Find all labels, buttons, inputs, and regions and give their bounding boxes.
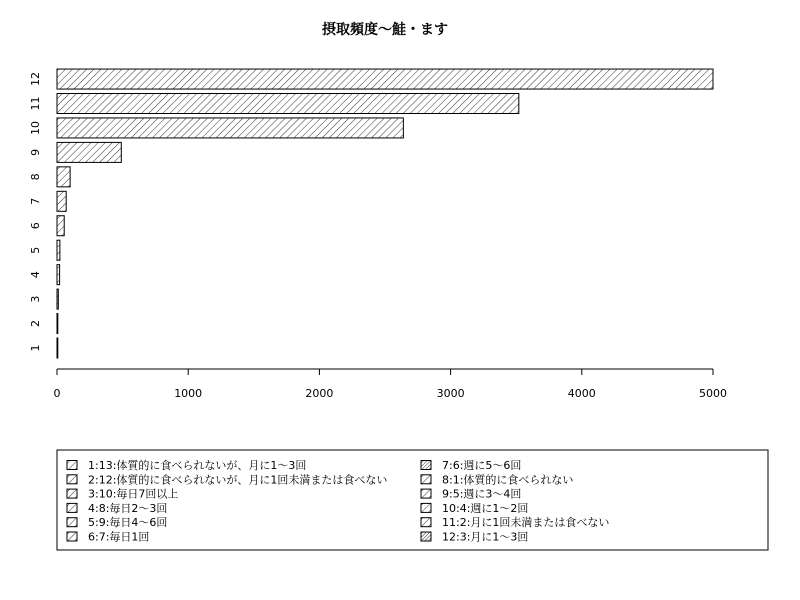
category-label-9: 9 <box>29 148 42 156</box>
legend-label: 7:6:週に5〜6回 <box>442 459 522 472</box>
bar-7 <box>57 191 66 211</box>
category-label-10: 10 <box>29 120 42 135</box>
category-label-4: 4 <box>29 271 42 279</box>
bar-1 <box>57 338 58 358</box>
bar-3 <box>57 289 58 309</box>
legend-swatch <box>421 532 431 541</box>
bar-5 <box>57 240 60 260</box>
x-tick-label: 5000 <box>699 387 727 400</box>
bar-11 <box>57 94 519 114</box>
chart-title: 摂取頻度〜鮭・ます <box>322 22 448 38</box>
legend-label: 1:13:体質的に食べられないが、月に1〜3回 <box>88 459 307 472</box>
category-label-7: 7 <box>29 197 42 205</box>
legend-swatch <box>421 461 431 470</box>
legend-label: 2:12:体質的に食べられないが、月に1回未満または食べない <box>88 473 388 487</box>
legend-swatch <box>67 489 77 498</box>
category-label-5: 5 <box>29 246 42 254</box>
bar-6 <box>57 216 64 236</box>
category-label-2: 2 <box>29 320 42 328</box>
bars-group <box>57 69 713 358</box>
bar-8 <box>57 167 70 187</box>
bar-2 <box>57 314 58 334</box>
legend-label: 8:1:体質的に食べられない <box>442 473 574 487</box>
legend-swatch <box>67 503 77 512</box>
category-label-11: 11 <box>29 96 42 111</box>
legend-label: 10:4:週に1〜2回 <box>442 501 529 515</box>
x-axis <box>54 369 728 400</box>
category-label-6: 6 <box>29 222 42 230</box>
legend <box>57 450 768 550</box>
legend-label: 6:7:毎日1回 <box>88 530 150 544</box>
legend-swatch <box>67 461 77 470</box>
legend-swatch <box>67 518 77 527</box>
legend-label: 12:3:月に1〜3回 <box>442 530 529 544</box>
x-tick-label: 4000 <box>567 387 596 400</box>
category-labels-group <box>29 72 42 351</box>
legend-swatch <box>67 475 77 484</box>
bar-10 <box>57 118 403 138</box>
legend-swatch <box>421 475 431 484</box>
legend-swatch <box>421 503 431 512</box>
legend-swatch <box>67 532 77 541</box>
legend-swatch <box>421 518 431 527</box>
bar-4 <box>57 265 60 285</box>
legend-label: 3:10:毎日7回以上 <box>88 487 179 501</box>
legend-label: 9:5:週に3〜4回 <box>442 487 522 501</box>
bar-9 <box>57 142 121 162</box>
legend-label: 4:8:毎日2〜3回 <box>88 501 168 515</box>
x-tick-label: 0 <box>53 387 61 400</box>
x-tick-label: 3000 <box>436 387 465 400</box>
category-label-8: 8 <box>29 173 42 181</box>
x-tick-label: 1000 <box>174 387 203 400</box>
category-label-1: 1 <box>29 344 42 352</box>
legend-swatch <box>421 489 431 498</box>
legend-label: 5:9:毎日4〜6回 <box>88 516 168 530</box>
bar-12 <box>57 69 713 89</box>
category-label-12: 12 <box>29 72 42 87</box>
category-label-3: 3 <box>29 295 42 303</box>
legend-label: 11:2:月に1回未満または食べない <box>442 516 610 530</box>
x-tick-label: 2000 <box>305 387 334 400</box>
